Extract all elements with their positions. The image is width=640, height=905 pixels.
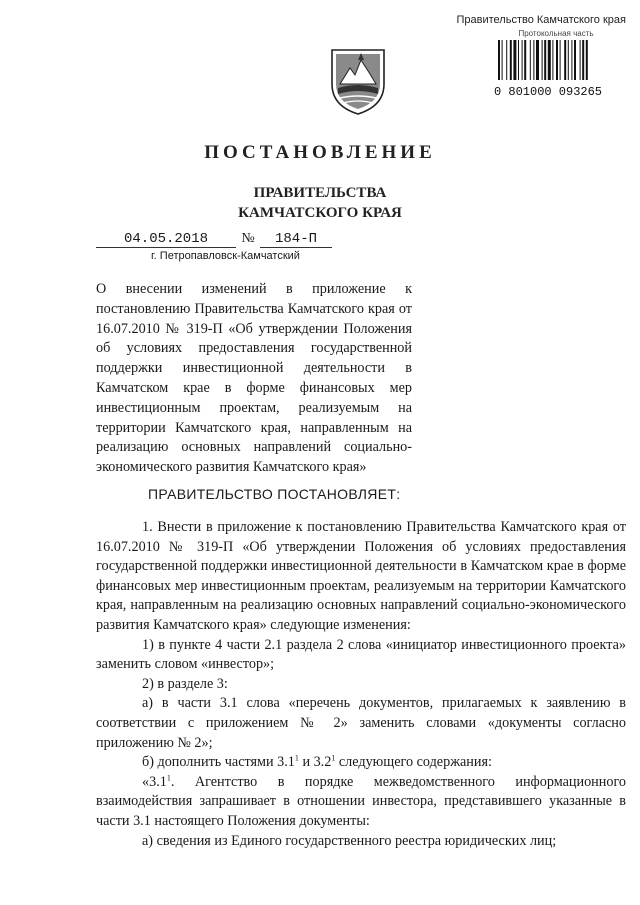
stamp-part: Протокольная часть (518, 29, 594, 38)
document-subject: О внесении изменений в приложение к постановлению Правительства Камчатского края от 16.07.2010 № 319-П «Об утверждении Положения об условиях предоставления государственной поддержки инвестиционной деятельности в Камчатском крае в форме финансовых мер инвестиционным проектам, реализуемым на территории Камчатского края, направленным на реализацию основных направлений социально-экономического развития Камчатского края» (96, 281, 412, 476)
decree-heading: ПРАВИТЕЛЬСТВО ПОСТАНОВЛЯЕТ: (148, 486, 401, 502)
paragraph-subitem-b (96, 753, 626, 773)
superscript: 1 (331, 753, 336, 763)
issue-city: г. Петропавловск-Камчатский (151, 250, 300, 262)
registration-stamp (456, 14, 626, 99)
paragraph-item-2: 2) в разделе 3: (142, 675, 228, 692)
number-sign: № (241, 231, 255, 246)
barcode-number: 0 801000 093265 (493, 85, 603, 99)
document-type-title: ПОСТАНОВЛЕНИЕ (204, 142, 436, 163)
issuer-line-1: ПРАВИТЕЛЬСТВА (253, 185, 387, 201)
barcode (498, 40, 626, 80)
paragraph-1: 1. Внести в приложение к постановлению Правительства Камчатского края от 16.07.2010 № 319-П «Об утверждении Положения об условиях предоставления государственной поддержки инвестиционной деятельности в Камчатском крае в форме финансовых мер инвестиционным проектам, реализуемым на территории Камчатского края, направленным на реализацию основных направлений социально-экономического развития Камчатского края» следующие изменения: (96, 519, 626, 633)
subitem-b-text-3: следующего содержания: (335, 754, 492, 771)
superscript: 1 (294, 753, 299, 763)
part-text: . Агентство в порядке межведомственного информационного взаимодействия запрашивает в отношении инвестора, представившего указанные в части 3.1 настоящего Положения документы: (96, 773, 626, 829)
paragraph-subitem-a: а) в части 3.1 слова «перечень документов, прилагаемых к заявлению в соответствии с приложением № 2» заменить словами «документы согласно приложению № 2»; (96, 695, 626, 751)
subitem-b-text-2: и 3.2 (298, 754, 332, 771)
registration-line (96, 231, 366, 248)
paragraph-part-3-1-1 (96, 773, 626, 832)
document-number: 184-П (260, 231, 332, 248)
superscript: 1 (166, 772, 171, 782)
issuer-title (0, 183, 640, 223)
subitem-b-text-1: б) дополнить частями 3.1 (142, 754, 295, 771)
paragraph-list-a: а) сведения из Единого государственного реестра юридических лиц; (142, 832, 557, 849)
kamchatka-coat-of-arms-icon (328, 44, 388, 116)
issuer-line-2: КАМЧАТСКОГО КРАЯ (238, 205, 402, 221)
stamp-organization: Правительство Камчатского края (456, 14, 626, 26)
paragraph-item-1: 1) в пункте 4 части 2.1 раздела 2 слова «инициатор инвестиционного проекта» заменить словом «инвестор»; (96, 636, 626, 673)
document-body (96, 518, 626, 851)
part-number: «3.1 (142, 773, 167, 790)
document-date: 04.05.2018 (96, 231, 236, 248)
